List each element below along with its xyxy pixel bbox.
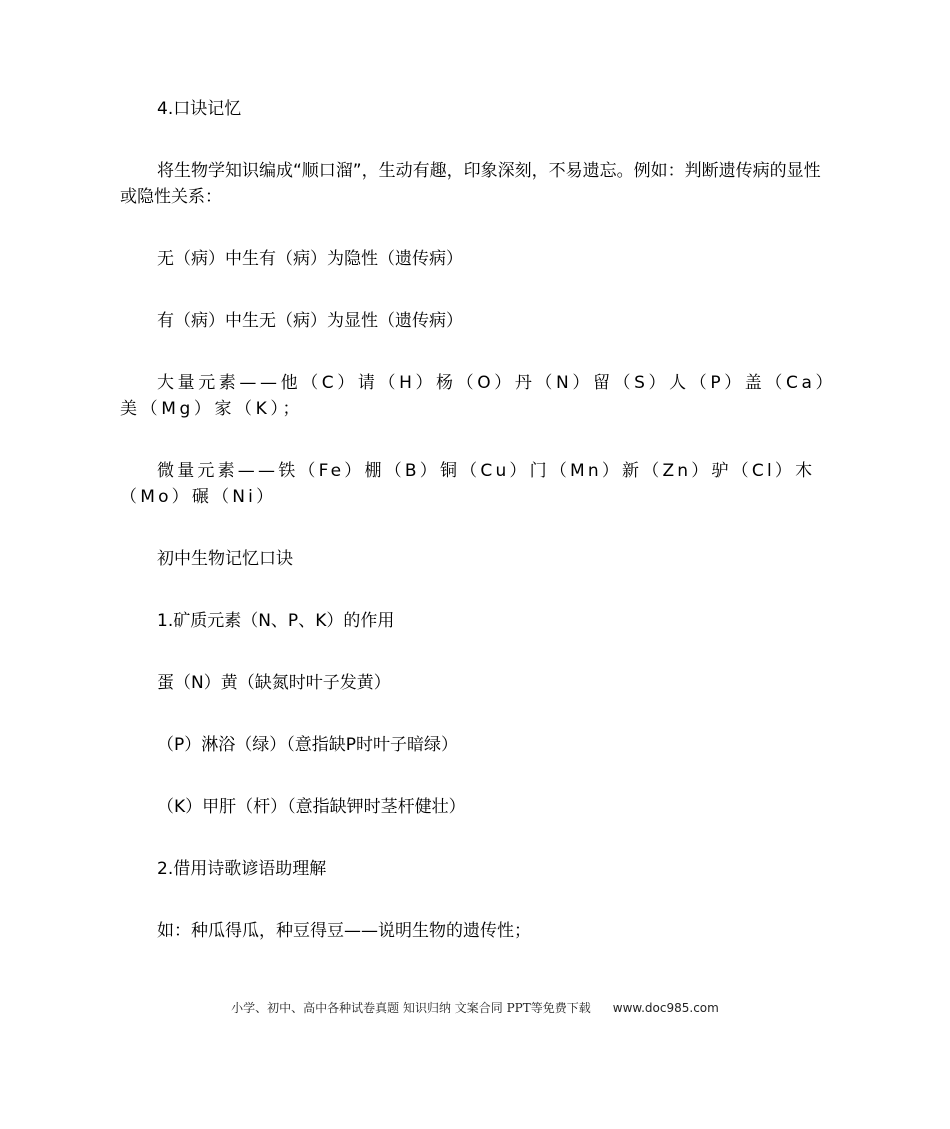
footer-text: 小学、初中、高中各种试卷真题 知识归纳 文案合同 PPT等免费下载 [231,1001,591,1015]
paragraph-intro: 将生物学知识编成“顺口溜”，生动有趣，印象深刻，不易遗忘。例如：判断遗传病的显性或隐性关系： [120,161,821,207]
footer-site-link[interactable]: www.doc985.com [612,1001,719,1015]
section-heading-mnemonics: 4.口诀记忆 [157,99,242,119]
page-footer [0,998,950,1018]
rhyme-macro-elements: 大量元素——他（C）请（H）杨（O）丹（N）留（S）人（P）盖（Ca）美（Mg）家（K）； [120,373,828,419]
list-item-poems-proverbs: 2.借用诗歌谚语助理解 [157,859,327,879]
document-body [120,96,830,980]
rhyme-recessive: 无（病）中生有（病）为隐性（遗传病） [157,249,463,269]
rhyme-potassium: （K）甲肝（杆）（意指缺钾时茎杆健壮） [157,797,466,817]
section-heading-junior-biology: 初中生物记忆口诀 [157,549,293,569]
rhyme-phosphorus: （P）淋浴（绿）（意指缺P时叶子暗绿） [157,735,459,755]
rhyme-dominant: 有（病）中生无（病）为显性（遗传病） [157,311,463,331]
example-heredity: 如：种瓜得瓜，种豆得豆——说明生物的遗传性； [157,921,531,941]
rhyme-micro-elements: 微量元素——铁（Fe）棚（B）铜（Cu）门（Mn）新（Zn）驴（Cl）木（Mo）碾（Ni） [120,461,816,507]
list-item-mineral-elements: 1.矿质元素（N、P、K）的作用 [157,611,395,631]
rhyme-nitrogen: 蛋（N）黄（缺氮时叶子发黄） [157,673,391,693]
